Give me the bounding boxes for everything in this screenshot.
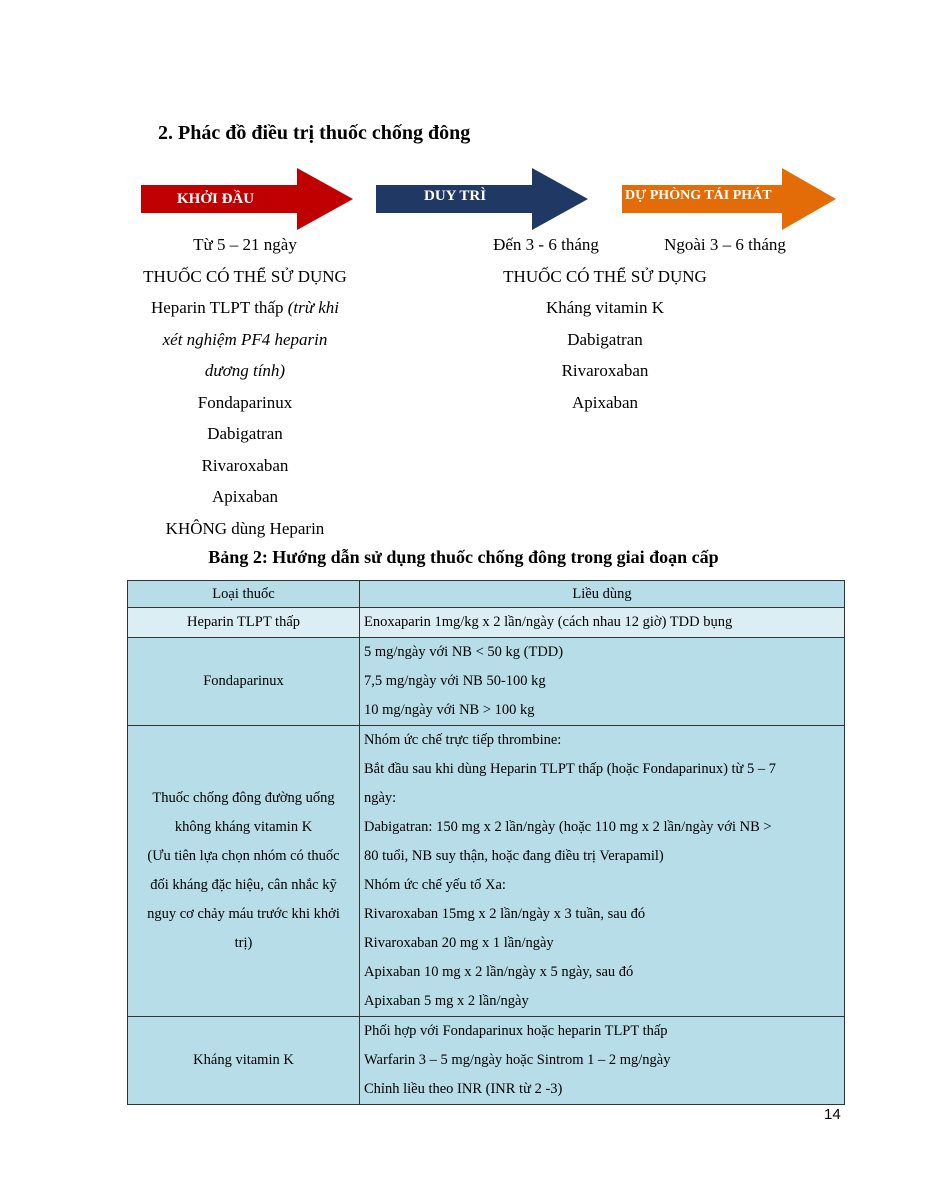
- initial-drug-heparin-note: xét nghiệm PF4 heparin: [162, 329, 328, 349]
- drug-type-cell: Heparin TLPT thấp: [128, 608, 360, 638]
- arrow-prevention: [622, 168, 836, 230]
- maintenance-drug: Dabigatran: [567, 329, 643, 349]
- arrow-prevention-label: DỰ PHÒNG TÁI PHÁT: [625, 188, 772, 203]
- dosage-cell: Phối hợp với Fondaparinux hoặc heparin TLPT thấp Warfarin 3 – 5 mg/ngày hoặc Sintrom 1 – 2 mg/ngày Chỉnh liều theo INR (INR từ 2 -3): [360, 1017, 845, 1105]
- initial-drug: Dabigatran: [207, 424, 283, 443]
- duration-initial: Từ 5 – 21 ngày: [193, 235, 297, 254]
- initial-drug: Apixaban: [211, 487, 279, 506]
- maintenance-drugs-title: THUỐC CÓ THỂ SỬ DỤNG: [503, 266, 707, 286]
- dosage-cell: Nhóm ức chế trực tiếp thrombine: Bắt đầu sau khi dùng Heparin TLPT thấp (hoặc Fondaparinux) từ 5 – 7 ngày: Dabigatran: 150 mg x 2 lần/ngày (hoặc 110 mg x 2 lần/ngày với NB > 80 tuổi, NB suy thận, hoặc đang điều trị Verapamil) Nhóm ức chế yếu tố Xa: Rivaroxaban 15mg x 2 lần/ngày x 3 tuần, sau đó Rivaroxaban 20 mg x 1 lần/ngày Apixaban 10 mg x 2 lần/ngày x 5 ngày, sau đó Apixaban 5 mg x 2 lần/ngày: [360, 726, 845, 1017]
- section-heading: 2. Phác đồ điều trị thuốc chống đông: [158, 122, 471, 144]
- initial-drugs-title: THUỐC CÓ THỂ SỬ DỤNG: [143, 266, 347, 286]
- table-row: [128, 726, 845, 1017]
- initial-drug: Fondaparinux: [197, 392, 293, 412]
- dosage-table: [127, 580, 845, 1105]
- initial-note: KHÔNG dùng Heparin: [165, 518, 325, 538]
- initial-phase-column: [110, 229, 380, 544]
- arrow-initial: [141, 168, 353, 230]
- duration-maintenance: Đến 3 - 6 tháng: [493, 235, 599, 254]
- maintenance-drug: Rivaroxaban: [561, 361, 649, 380]
- arrow-maintenance: [376, 168, 588, 230]
- header-drug-type: Loại thuốc: [128, 581, 360, 608]
- dosage-cell: 5 mg/ngày với NB < 50 kg (TDD) 7,5 mg/ngày với NB 50-100 kg 10 mg/ngày với NB > 100 kg: [360, 638, 845, 726]
- duration-prevention: Ngoài 3 – 6 tháng: [664, 235, 786, 254]
- drug-type-cell: Kháng vitamin K: [128, 1017, 360, 1105]
- dosage-cell: Enoxaparin 1mg/kg x 2 lần/ngày (cách nhau 12 giờ) TDD bụng: [360, 608, 845, 638]
- initial-drug: Rivaroxaban: [201, 455, 289, 475]
- table-row: [128, 608, 845, 638]
- prevention-phase-column: [640, 229, 810, 261]
- page-number: 14: [824, 1106, 841, 1123]
- drug-type-cell: Fondaparinux: [128, 638, 360, 726]
- table-row: [128, 1017, 845, 1105]
- initial-drug-heparin: Heparin TLPT thấp (trừ khi: [150, 298, 340, 317]
- maintenance-drug: Kháng vitamin K: [545, 298, 665, 317]
- maintenance-drug: Apixaban: [571, 392, 639, 412]
- header-dosage: Liều dùng: [360, 581, 845, 608]
- table-caption: Bảng 2: Hướng dẫn sử dụng thuốc chống đông trong giai đoạn cấp: [208, 547, 719, 567]
- arrow-maintenance-label: DUY TRÌ: [424, 188, 487, 204]
- table-header-row: [128, 581, 845, 608]
- arrow-initial-label: KHỞI ĐẦU: [177, 191, 255, 207]
- drug-type-cell: Thuốc chống đông đường uống không kháng vitamin K (Ưu tiên lựa chọn nhóm có thuốc đối kháng đặc hiệu, cân nhắc kỹ nguy cơ chảy máu trước khi khởi trị): [128, 726, 360, 1017]
- table-row: [128, 638, 845, 726]
- initial-drug-heparin-note-end: dương tính): [204, 361, 286, 380]
